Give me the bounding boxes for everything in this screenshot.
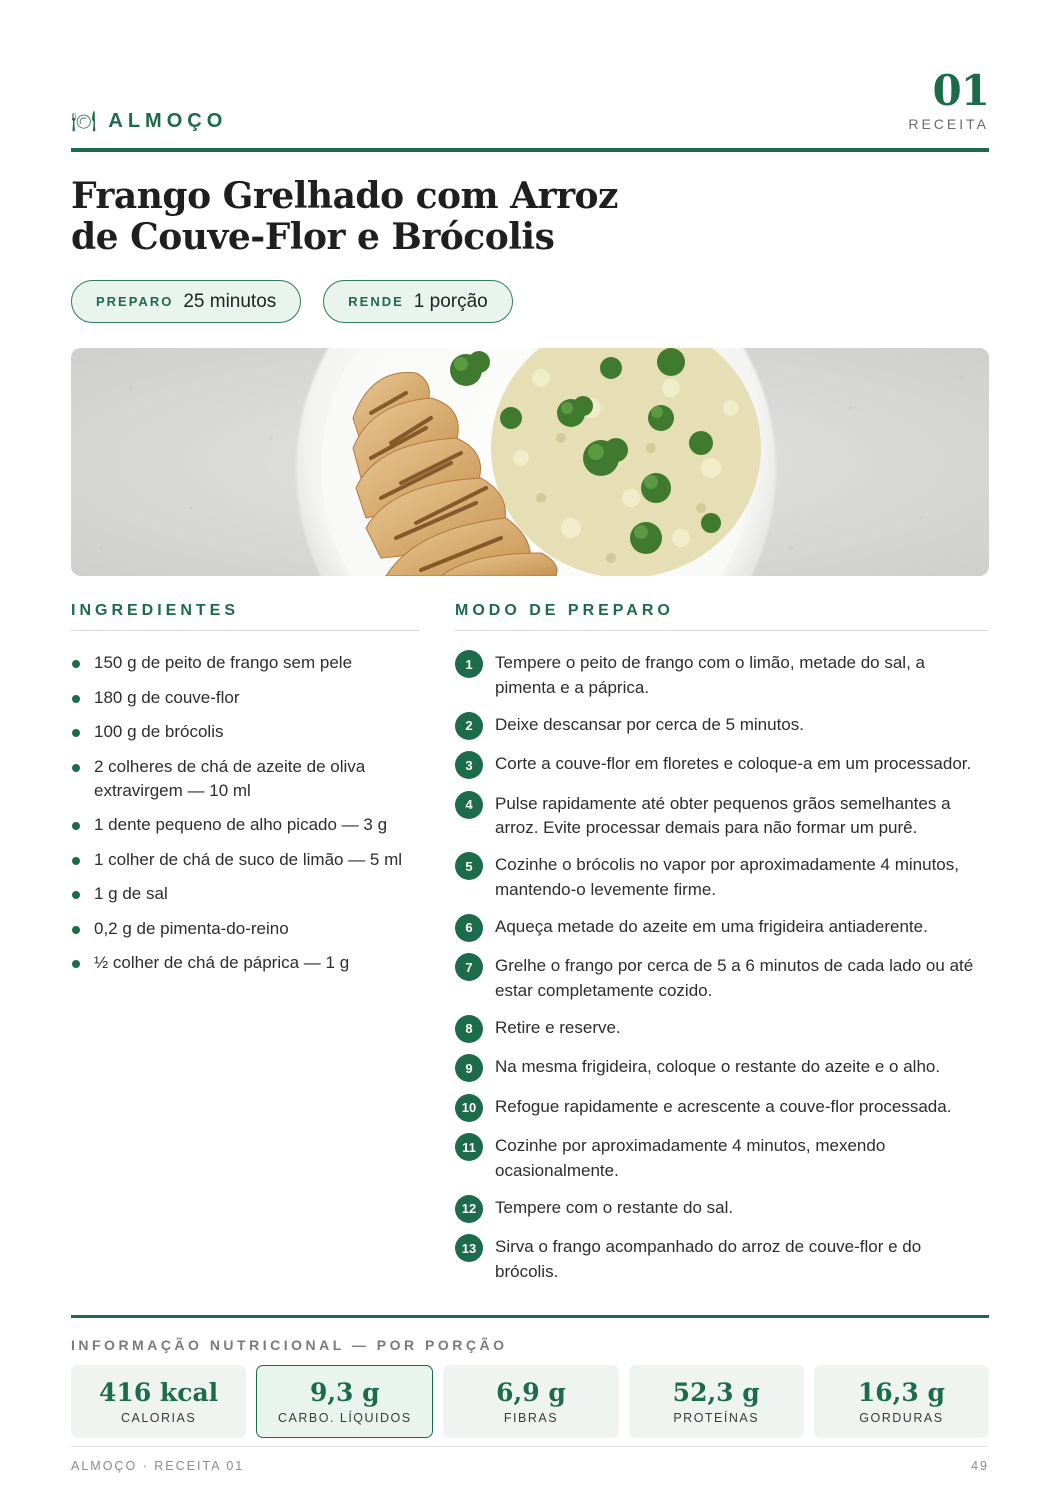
plate-cutlery-icon: 🍽 [71, 110, 97, 133]
step-text: Pulse rapidamente até obter pequenos grãos semelhantes a arroz. Evite processar demais para não formar um purê. [495, 793, 951, 837]
step-text: Retire e reserve. [495, 1017, 621, 1037]
recipe-title-line1: Frango Grelhado com Arroz [71, 175, 618, 217]
prep-time-value: 25 minutos [183, 290, 277, 312]
nutrition-value: 6,9 g [496, 1377, 566, 1407]
step-number: 12 [455, 1195, 483, 1223]
step-text: Deixe descansar por cerca de 5 minutos. [495, 714, 804, 734]
step-text: Na mesma frigideira, coloque o restante do azeite e o alho. [495, 1057, 941, 1076]
recipe-number: 01 [932, 66, 989, 115]
step-number: 13 [455, 1234, 483, 1262]
ingredients-title: INGREDIENTES [71, 602, 420, 631]
step-number: 10 [455, 1094, 483, 1122]
ingredient-item: 150 g de peito de frango sem pele [71, 651, 420, 675]
ingredient-item: 180 g de couve-flor [71, 686, 420, 710]
recipe-meta [71, 280, 513, 323]
nutrition-value: 16,3 g [857, 1377, 945, 1407]
step-number: 4 [455, 791, 483, 819]
recipe-title-line2: de Couve-Flor e Brócolis [71, 216, 555, 258]
nutrition-card-calories [71, 1365, 246, 1438]
step-text: Grelhe o frango por cerca de 5 a 6 minutos de cada lado ou até estar completamente cozido. [495, 956, 974, 1000]
nutrition-title: INFORMAÇÃO NUTRICIONAL — POR PORÇÃO [71, 1337, 508, 1353]
method-steps [455, 651, 989, 1284]
nutrition-grid [71, 1365, 989, 1438]
ingredient-item: 100 g de brócolis [71, 720, 420, 744]
page-footer [71, 1446, 989, 1473]
method-step [455, 915, 989, 942]
nutrition-card-fiber [443, 1365, 618, 1438]
ingredient-item: 2 colheres de chá de azeite de oliva extravirgem — 10 ml [71, 755, 420, 803]
step-text: Cozinhe o brócolis no vapor por aproximadamente 4 minutos, mantendo-o levemente firme. [495, 855, 959, 899]
yield-badge [323, 280, 512, 323]
method-step [455, 1095, 989, 1122]
step-text: Refogue rapidamente e acrescente a couve-flor processada. [495, 1096, 952, 1116]
ingredient-item: ½ colher de chá de páprica — 1 g [71, 951, 420, 975]
method-section [455, 602, 989, 1297]
nutrition-value: 416 kcal [99, 1377, 219, 1407]
method-step [455, 954, 989, 1003]
step-number: 8 [455, 1015, 483, 1043]
ingredient-item: 1 colher de chá de suco de limão — 5 ml [71, 848, 420, 872]
ingredient-item: 1 dente pequeno de alho picado — 3 g [71, 813, 420, 837]
step-number: 2 [455, 712, 483, 740]
recipe-number-label: RECEITA [908, 116, 989, 132]
category-label: ALMOÇO [108, 110, 228, 132]
method-step [455, 651, 989, 700]
method-step [455, 713, 989, 740]
recipe-number-block [908, 66, 989, 132]
method-step [455, 853, 989, 902]
step-number: 11 [455, 1133, 483, 1161]
step-number: 9 [455, 1054, 483, 1082]
method-step [455, 1196, 989, 1223]
category [71, 110, 227, 133]
nutrition-label: FIBRAS [503, 1410, 559, 1425]
step-text: Sirva o frango acompanhado do arroz de couve-flor e do brócolis. [495, 1237, 922, 1281]
method-step [455, 1016, 989, 1043]
step-number: 6 [455, 914, 483, 942]
nutrition-value: 9,3 g [309, 1377, 380, 1407]
method-step [455, 1055, 989, 1082]
nutrition-section [71, 1315, 989, 1438]
method-step [455, 1235, 989, 1284]
step-text: Tempere o peito de frango com o limão, metade do sal, a pimenta e a páprica. [495, 653, 925, 697]
nutrition-card-net-carbs [256, 1365, 433, 1438]
footer-section-label: ALMOÇO · RECEITA 01 [71, 1459, 245, 1473]
step-text: Tempere com o restante do sal. [495, 1197, 734, 1217]
yield-label: RENDE [348, 294, 404, 309]
method-title: MODO DE PREPARO [455, 602, 989, 631]
method-step [455, 1134, 989, 1183]
recipe-photo-illustration [71, 348, 989, 576]
nutrition-card-protein [629, 1365, 804, 1438]
ingredients-section [71, 602, 420, 986]
nutrition-card-fat [814, 1365, 989, 1438]
nutrition-value: 52,3 g [672, 1377, 760, 1407]
method-step [455, 792, 989, 841]
step-number: 1 [455, 650, 483, 678]
page-number: 49 [971, 1459, 989, 1473]
nutrition-label: CARBO. LÍQUIDOS [277, 1410, 412, 1425]
ingredient-item: 0,2 g de pimenta-do-reino [71, 917, 420, 941]
prep-time-label: PREPARO [96, 294, 174, 309]
nutrition-label: CALORIAS [120, 1410, 197, 1425]
recipe-title [71, 176, 691, 258]
nutrition-label: GORDURAS [859, 1410, 944, 1425]
step-text: Corte a couve-flor em floretes e coloque-a em um processador. [495, 754, 972, 773]
recipe-photo [71, 348, 989, 576]
nutrition-label: PROTEÍNAS [673, 1410, 760, 1425]
step-text: Cozinhe por aproximadamente 4 minutos, mexendo ocasionalmente. [495, 1136, 886, 1180]
step-number: 7 [455, 953, 483, 981]
yield-value: 1 porção [413, 290, 488, 312]
ingredients-list [71, 651, 420, 975]
step-number: 5 [455, 852, 483, 880]
page-header [71, 66, 989, 152]
prep-time-badge [71, 280, 301, 323]
ingredient-item: 1 g de sal [71, 882, 420, 906]
step-number: 3 [455, 751, 483, 779]
method-step [455, 752, 989, 779]
step-text: Aqueça metade do azeite em uma frigideira antiaderente. [495, 916, 928, 936]
